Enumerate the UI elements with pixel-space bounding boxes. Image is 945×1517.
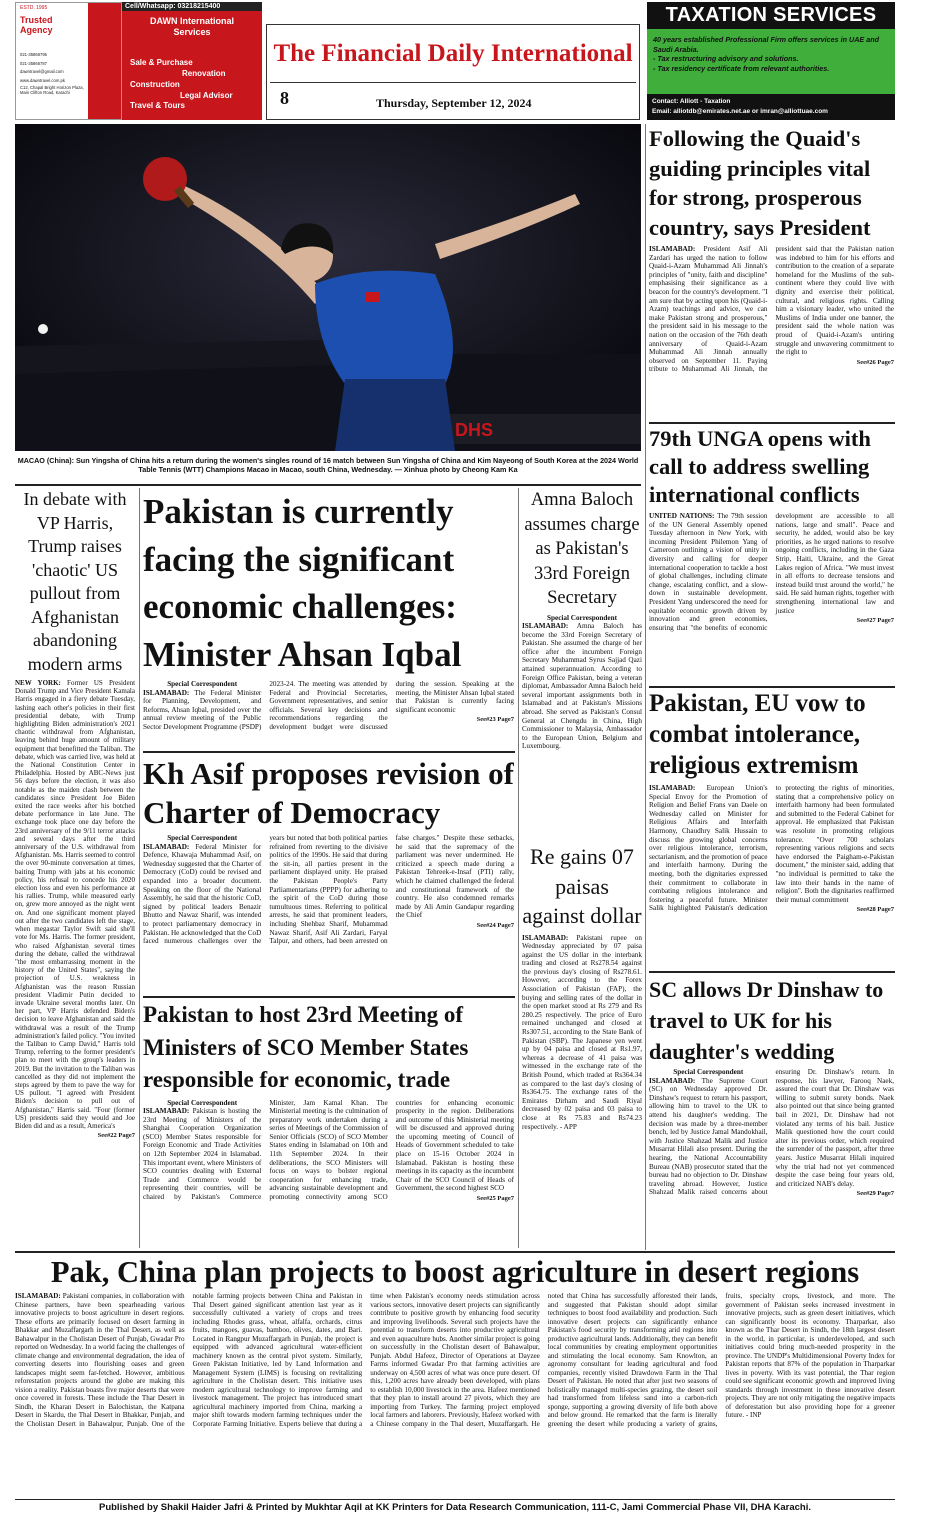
dateline: ISLAMABAD: bbox=[522, 622, 569, 631]
agency-contact: 021-35866795 bbox=[20, 52, 48, 57]
ad-service: Legal Advisor bbox=[180, 91, 233, 100]
ad-company: DAWN International Services bbox=[149, 16, 234, 37]
agency-contact: www.dawntravel.com.pk bbox=[20, 77, 65, 83]
article-text: Amna Baloch has become the 33rd Foreign Secretary of Pakistan. She assumed the charge of her office after the incumbent Foreign Secretary Muhammad Syrus Sajjad Qazi attained superannuation. According to Foreign Office Pakistan, being a veteran diplomat, Ambassador Amna Baloch held several important assignments both in Islamabad and at Pakistan's Missions abroad. She served as Pakistan's Consul General at Chengdu in China, High Commissioner to Malaysia, Ambassador to the European Union, Belgium and Luxembourg. bbox=[522, 622, 642, 751]
ad-service: Construction bbox=[130, 80, 180, 89]
byline: Special Correspondent bbox=[673, 1068, 744, 1076]
sco-headline: Pakistan to host 23rd Meeting of Ministers of SCO Member States responsible for economic, trade bbox=[143, 1002, 469, 1092]
continued-link[interactable]: See#28 Page7 bbox=[856, 906, 894, 914]
agri-headline: Pak, China plan projects to boost agriculture in desert regions bbox=[50, 1255, 860, 1289]
byline: Special Correspondent bbox=[167, 680, 238, 688]
iqbal-body bbox=[143, 680, 514, 732]
newspaper-title: The Financial Daily International bbox=[273, 40, 633, 67]
dateline: NEW YORK: bbox=[15, 679, 61, 687]
continued-link[interactable]: See#24 Page7 bbox=[476, 921, 514, 929]
iqbal-story bbox=[143, 488, 514, 750]
trump-story bbox=[15, 488, 135, 1248]
continued-link[interactable]: See#29 Page7 bbox=[856, 1190, 894, 1198]
dateline: ISLAMABAD: bbox=[522, 933, 569, 942]
table-tennis-player-photo bbox=[15, 124, 641, 451]
rupee-body bbox=[522, 934, 642, 1132]
agency-contact-list bbox=[20, 51, 86, 95]
continued-link[interactable]: See#22 Page7 bbox=[97, 1132, 135, 1140]
agency-red-band bbox=[88, 3, 122, 120]
taxation-ad bbox=[647, 2, 895, 120]
divider bbox=[15, 484, 641, 486]
article-text: European Union's Special Envoy for the Promotion of Religion and Belief Frans van Daele on Wednesday called on Minister for Religious Affairs and Interfaith Harmony, Chaudhry Salik Hussain to discuss the growing global concerns over religious intolerance, terrorism, sectarianism, and the promotion of peace and interfaith harmony. During the meeting, both the dignitaries expressed their commitment to collaborate in combating religious intolerance and fostering a peaceful future. Minister Salik highlighted Pakistan's dedication to protecting the rights of minorities, stating that a comprehensive policy on interfaith harmony had been formulated and submitted to the Federal Cabinet for approval. He emphasized that Pakistan was resolute in promoting religious tolerance. "Over 700 scholars representing various religions and sects have endorsed the Paigham-e-Pakistan document," the minister said, adding that "no individual is permitted to take the law into their hands in the name of religion". Both the dignitaries reaffirmed their mutual commitment bbox=[649, 784, 894, 913]
agency-est: ESTD. 1995 bbox=[20, 5, 48, 11]
article-text: The Supreme Court (SC) on Wednesday approved Dr. Dinshaw's request to return his passport, allowing him to travel to the UK to attend his daughter's wedding. The decision was made by a three-member bench, led by Justice Jamal Mandokhail, with Justice Shahzad Malik and Justice Musarrat Hilali also present. During the hearing, the National Accountability Bureau (NAB) prosecutor stated that the bureau had no objection to Dr. Dinshaw traveling abroad. However, Justice Shahzad Malik raised concerns about ensuring Dr. Dinshaw's return. In response, his lawyer, Farooq Naek, assured the court that Dr. Dinshaw was willing to submit surety bonds. Naek also pointed out that since being granted bail in 2021, Dr. Dinshaw had not violated any terms of his bail. Justice Malik questioned how the court could alter its previous order, which required the surrender of the passport, after three years. Justice Musarrat Hilali inquired why the trial had not yet commenced despite the case being four years old, and criticized NAB's delay. bbox=[649, 1068, 894, 1197]
footer-imprint: Published by Shakil Haider Jafri & Printed by Mukhtar Aqil at KK Printers for Data Research Communication, 111-C, Jami Commercial Phase VII, DHA Karachi. bbox=[98, 1502, 811, 1513]
ad-service: Renovation bbox=[182, 69, 226, 78]
continued-link[interactable]: See#25 Page7 bbox=[476, 1195, 514, 1203]
tax-email: Email: alliotdb@emirates.net.ae or imran@alliottuae.com bbox=[652, 108, 828, 115]
article-text: Former US President Donald Trump and Vice President Kamala Harris engaged in a fiery debate Tuesday, lashing each other's policies in their first presidential debate, with Trump highlighting Biden administration's 2021 chaotic withdrawal from Afghanistan, leaving behind huge amount of military equipment that benefitted the Taliban. The debate, which was carried live, was held at the National Constitution Center in Philadelphia. Hosted by ABC-News just 56 days before the election, it was also notable as the maiden clash between the candidates since President Joe Biden exited the race weeks after his botched debate performance in late June. The exchange took place one day before the 23rd anniversary of the 9/11 terror attacks and several days after the third anniversary of the U.S. withdrawal from Afghanistan. Ms. Harris seemed to control the over 90-minute conversation at times, baiting Trump with jabs at his economic policy, his refusal to concede his 2020 election loss and even his performance at his rallies. Trump, while measured early on, grew more annoyed as the night went on. And one significant moment played out after the two candidates left the stage, when megastar Taylor Swift said she'll vote for Ms. Harris. The former president, who raised Afghanistan several times during the debate, called the withdrawal "the most embarrassing moment in the history of the United States", saying the projection of U.S. weakness in Afghanistan was the reason Russian president Vladimir Putin decided to invade Ukraine several months later. On her part, VP Harris defended Biden's decision to leave Afghanistan and said the withdrawal was a result of the Trump administration's failed policy. "You invited the Taliban to Camp David," Harris told Trump, referring to the former president's plan to meet with the group's leaders in 2019. But the invitation to the Taliban was cancelled as they did not implement the steps agreed by them to pave the way for US pullout. "I agreed with President Biden's decision to pull out of Afghanistan," Harris said. "Four (former US) presidents said they would and Joe Biden did and as a result, America's bbox=[15, 679, 135, 1130]
trump-body bbox=[15, 679, 135, 1140]
article-text: Pakistani companies, in collaboration with Chinese partners, have been spearheading various innovative projects to boost agriculture in desert regions. These efforts are primarily focused on desert farming in Bhakkar and Muzaffargarh in the Thal Desert, as well as Bahawalpur in the Cholistan Desert of Punjab, Gwadar Pro reported on Wednesday. In a world facing the challenges of climate change and environmental degradation, the idea of converting deserts into flourishing oases and green landscapes might seem far-fetched. However, ambitious reforestation projects around the globe are making this vision a reality. Pakistan boasts five major deserts that were once covered in forests. These include the Thar Desert in Sindh, the Kharan Desert in Balochistan, the Katpana Desert in Skardu, the Thal Desert in Bhakkar, Punjab, and the Cholistan Desert in Bahawalpur, Punjab. One of the notable farming projects between China and Pakistan in Thal Desert gained significant attention last year as it successfully cultivated a variety of crops and trees including Rhodes grass, wheat, alfalfa, orchards, citrus fruits, mangoes, guavas, bamboo, olives, dates, and Bari. Located in Rangpur Muzaffargarh in Punjab, the project is equipped with advanced agricultural water-efficient machinery known as the central pivot system. Similarly, Green Pakistan Initiative, led by Land Information and Management System (LIMS) is focusing on revitalizing agriculture in the Cholistan desert. This initiative uses modern agricultural technology to improve farming and livestock management. The project has introduced smart agricultural machinery imported from China, marking a major shift towards modern farming techniques under the Corporate Farming Initiative. Experts believe that during a time when Pakistan's economy needs stimulation across various sectors, innovative desert projects can significantly contribute to positive growth by enhancing food security and improving livelihoods. Several such projects have the potential to transform deserts into productive agricultural and even aquaculture hubs. Another similar project is going on successfully in the Cholistan desert of Bahawalpur, Punjab. Abdul Hafeez, Director of Operations at Dayzee Farms informed Gwadar Pro that farming activities are underway on 4,500 acres of what was once pure desert. Of this, 1,200 acres have already been developed, with plans to establish 10,000 livestock in the area. Hafeez mentioned that they plan to install around 27 pivots, which they are importing from Turkey. The farming project employed local farmers and laborers. Previously, Hafeez worked with a Chinese company in the Thal desert, Muzaffargarh. He noted that China has successfully afforested their lands, and suggested that Pakistan should adopt similar techniques to boost food availability and production. Such innovative desert projects can significantly enhance Pakistan's food security by transforming arid regions into productive agricultural lands. Additionally, they can benefit local communities by creating employment opportunities and stimulating the local economy. Sam Knowlton, an agronomy consultant for leading agricultural and food companies, recently visited Drawdown Farm in the Thal Desert of Pakistan. He noted that after just two seasons of holistically managed multi-species grazing, the desert soil had transformed from lifeless sand into a carbon-rich sponge, supporting a growing diversity of life both above and below ground. He remarked that the farm is literally greening the desert while producing a variety of grains, fruits, specialty crops, livestock, and more. The government of Pakistan seeks increased investment in innovative projects, such as green desert initiatives, which can significantly boost its economy. Tharparkar, also known as the Thar Desert in Sindh, the 18th largest desert in the world, in particular, is underdeveloped, and such initiatives could bring much-needed prosperity in the province. The UNDP's Multidimensional Poverty Index for Pakistan reports that 87% of the population in Tharparkar lives in poverty. With its vast potential, the Thar region could see significant economic growth and improved living standards through investment in these innovative desert projects. They are not only mitigating the negative impacts of deforestation but also providing hope for a greener future. - INP bbox=[15, 1292, 895, 1428]
continued-link[interactable]: See#23 Page7 bbox=[476, 716, 514, 724]
eu-body bbox=[649, 784, 894, 915]
column-rule bbox=[139, 488, 140, 1248]
article-text: Pakistan is hosting the 23rd Meeting of Ministers of the Shanghai Cooperation Organization (SCO) Member States responsible for Foreign Economic and Trade Activities on 12th September 2024 in Islamabad. This important event, where Ministers of SCO countries dealing with External Trade and Commerce would be representing their countries, will be chaired by Pakistan's Commerce Minister, Jam Kamal Khan. The Ministerial meeting is the culmination of preparatory work undertaken during a series of Meetings of the Commission of Senior Officials (SCO) of SCO Member States ending in Islamabad on 10th and 11th September 2024. In their deliberations, the SCO Ministers will focus on ways to bolster regional cooperation for enhancing trade, advancing sustainable development and promoting connectivity among SCO countries for enhancing economic prosperity in the region. Deliberations and outcome of this Ministerial meeting will be discussed and approved during the upcoming meeting of Council of Heads of Government scheduled to take place on 15-16 October 2024 in Islamabad. Pakistan is hosting these meetings in its capacity as the incumbent Chair of the SCO Council of Heads of Government, the second highest SCO bbox=[143, 1098, 514, 1202]
agency-contact: 021-35866787 bbox=[20, 60, 48, 66]
byline: Special Correspondent bbox=[547, 613, 617, 622]
byline: Special Correspondent bbox=[167, 834, 238, 842]
unga-headline: 79th UNGA opens with call to address swelling international conflicts bbox=[649, 426, 871, 507]
page-number: 8 bbox=[280, 88, 289, 108]
rupee-headline: Re gains 07 paisas against dollar bbox=[522, 844, 642, 928]
eu-headline: Pakistan, EU vow to combat intolerance, religious extremism bbox=[649, 690, 866, 779]
agri-story bbox=[15, 1254, 895, 1498]
dinshaw-body bbox=[649, 1068, 894, 1199]
agency-contact: dawntravel@gmail.com bbox=[20, 69, 64, 74]
dawn-services-ad bbox=[122, 2, 262, 120]
agency-name: Trusted Agency bbox=[20, 15, 53, 35]
ad-phone: Cell/Whatsapp: 03218215400 bbox=[122, 2, 262, 11]
quaid-body bbox=[649, 245, 894, 374]
divider bbox=[649, 971, 895, 973]
photo-illustration-icon bbox=[15, 124, 641, 451]
sco-story bbox=[143, 999, 514, 1250]
continued-link[interactable]: See#26 Page7 bbox=[856, 358, 894, 366]
byline: Special Correspondent bbox=[167, 1098, 238, 1107]
agency-contact: C12, Chapal Bright Horizon Plaza, Main Clifton Road, Karachi bbox=[20, 85, 84, 95]
tax-contact-box bbox=[647, 94, 895, 120]
asif-body bbox=[143, 834, 514, 946]
tax-bullets bbox=[647, 29, 895, 73]
baloch-story bbox=[522, 488, 642, 842]
dateline: ISLAMABAD: bbox=[649, 784, 696, 792]
dateline: ISLAMABAD: bbox=[649, 245, 696, 253]
unga-body bbox=[649, 512, 894, 632]
column-rule bbox=[645, 124, 646, 1250]
trump-headline: In debate with VP Harris, Trump raises 'chaotic' US pullout from Afghanistan abandoning modern arms bbox=[23, 489, 127, 674]
article-text: The Federal Minister for Planning, Development, and Reforms, Ahsan Iqbal, presided over the annual review meeting of the Public Sector Development Programme (PSDP) 2023-24. The meeting was attended by Federal and Provincial Secretaries, Government representatives, and senior officials. Several key decisions and recommendations regarding the development budget were discussed during the session. Speaking at the meeting, the Minister Ahsan Iqbal stated that Pakistan is currently facing significant economic bbox=[143, 680, 514, 731]
svg-text:DHS: DHS bbox=[455, 420, 494, 440]
rupee-story bbox=[522, 842, 642, 1250]
dateline: ISLAMABAD: bbox=[143, 1107, 190, 1116]
sco-body bbox=[143, 1099, 514, 1204]
dateline: UNITED NATIONS: bbox=[649, 512, 715, 520]
column-rule bbox=[518, 488, 519, 1248]
article-text: Pakistani rupee on Wednesday appreciated by 07 paisa against the US dollar in the interbank trading and closed at Rs278.54 against the previous day's closing of Rs278.61. However, according to the Forex Association of Pakistan (FAP), the buying and selling rates of the dollar in the open market stood at Rs 279 and Rs 280.25 respectively. The price of Euro remained unchanged and closed at Rs307.51, according to the State Bank of Pakistan (SBP). The Japanese yen went up by 04 paisa and closed at Rs1.97, whereas a decrease of 41 paisa was witnessed in the exchange rate of the British Pound, which traded at Rs364.34 as compared to the last day's closing of Rs364.75. The exchange rates of the Emirates Dirham and Saudi Riyal decreased by 02 paisa and 03 paisa to close at Rs 75.83 and Rs74.23 respectively. - APP bbox=[522, 933, 642, 1131]
tax-line: 40 years established Professional Firm offers services in UAE and Saudi Arabia. bbox=[653, 35, 879, 54]
dinshaw-headline: SC allows Dr Dinshaw to travel to UK for his daughter's wedding bbox=[649, 977, 884, 1064]
article-text: President Asif Ali Zardari has urged the nation to follow Quaid-i-Azam Muhammad Ali Jinnah's principles of "unity, faith and discipline" emphasising their significance as a beacon for the country's development. "I am sure that by acting upon his (Quaid-i-Azam) teachings and advice, we can make Pakistan strong and prosperous," the president said in his message to the nation on the occasion of the 76th death anniversary of Quaid-i-Azam Muhammad Ali Jinnah annually observed on September 11. Paying tribute to Muhammad Ali Jinnah, the president said that the Pakistan nation was indebted to him for his efforts and contribution to the creation of a separate homeland for the Muslims of the sub-continent where they could live with dignity and exercise their political, cultural, and religious rights. Calling him a visionary leader, who united the Muslims of India under one banner, the president said the whole nation was proud of Quaid-i-Azam's untiring struggle and unwavering commitment to the right to bbox=[649, 245, 894, 374]
quaid-story bbox=[649, 124, 894, 419]
tax-contact: Contact: Alliott - Taxation bbox=[652, 98, 731, 105]
eu-story bbox=[649, 688, 894, 970]
dateline: ISLAMABAD: bbox=[15, 1292, 61, 1300]
baloch-headline: Amna Baloch assumes charge as Pakistan's 33rd Foreign Secretary bbox=[524, 490, 640, 608]
divider bbox=[143, 751, 515, 753]
divider bbox=[15, 1251, 895, 1253]
asif-headline: Kh Asif proposes revision of Charter of Democracy bbox=[143, 756, 514, 830]
baloch-body bbox=[522, 614, 642, 752]
dateline: ISLAMABAD: bbox=[143, 688, 190, 697]
dateline: ISLAMABAD: bbox=[143, 842, 190, 851]
agri-body bbox=[15, 1292, 895, 1428]
trusted-agency-ad bbox=[15, 2, 122, 120]
ad-service: Sale & Purchase bbox=[130, 58, 193, 67]
divider bbox=[143, 996, 515, 998]
masthead-center bbox=[266, 2, 640, 120]
quaid-headline: Following the Quaid's guiding principles vital for strong, prosperous country, says President bbox=[649, 126, 871, 240]
iqbal-headline: Pakistan is currently facing the significant economic challenges: Minister Ahsan Iqbal bbox=[143, 492, 462, 674]
divider bbox=[649, 422, 895, 424]
ad-service: Travel & Tours bbox=[130, 101, 185, 110]
dinshaw-story bbox=[649, 974, 894, 1250]
unga-story bbox=[649, 425, 894, 687]
dateline: ISLAMABAD: bbox=[649, 1076, 696, 1085]
tax-line: - Tax restructuring advisory and solutions. bbox=[653, 54, 799, 63]
divider bbox=[15, 1499, 895, 1500]
asif-story bbox=[143, 754, 514, 994]
photo-caption: MACAO (China): Sun Yingsha of China hits a return during the women's singles round of 16 match between Sun Yingsha of China and Kim Nayeong of South Korea at the 2024 World Table Tennis (WTT) Champions Macao in Macao, south China, Wednesday. — Xinhua photo by Cheong Kam Ka bbox=[17, 456, 639, 474]
article-text: Federal Minister for Defence, Khawaja Muhammad Asif, on Wednesday suggested that the Charter of Democracy (CoD) could be revised and expanded into a broader document. Speaking on the floor of the National Assembly, he said that the historic CoD, signed by political leaders Benazir Bhutto and Nawaz Sharif, was intended to protect parliamentary democracy in Pakistan. He acknowledged that the CoD faced numerous challenges over the years but noted that both political parties refrained from reverting to the divisive politics of the 1990s. He said that during the sit-in, all parties present in the parliament displayed unity. He praised the Pakistan People's Party Parliamentarians (PPPP) for adhering to the spirit of the CoD during those tumultuous times. Referring to political arrests, he said that prominent leaders, including Shehbaz Sharif, Muhammad Nawaz Sharif, Asif Ali Zardari, Faryal Talpur, and others, had been arrested on false charges." Despite these setbacks, he said that the supremacy of the parliament was never undermined. He criticized a speech made during a Pakistan Tehreek-e-Insaf (PTI) rally, which he claimed challenged the federal and constitutional framework of the country. He also condemned remarks made by Ali Amin Gandapur regarding the Chief bbox=[143, 834, 514, 946]
masthead-divider bbox=[270, 82, 636, 83]
issue-date: Thursday, September 12, 2024 bbox=[376, 96, 532, 110]
tax-line: - Tax residency certificate from relevant authorities. bbox=[653, 63, 830, 73]
tax-title: TAXATION SERVICES bbox=[647, 2, 895, 29]
continued-link[interactable]: See#27 Page7 bbox=[856, 617, 894, 625]
article-text: The 79th session of the UN General Assembly opened Tuesday afternoon in New York, with incoming President Philemon Yang of Cameroon outlining a vision of unity in diversity and calling for deeper international cooperation to tackle a host of global challenges, including climate change, escalating conflict, and a slow-down in sustainable development. President Yang underscored the need for equitable economic growth driven by innovation and green economies, ensuring that "the benefits of economic development are accessible to all nations, large and small". Peace and security, he added, would also be key priorities, as he urged nations to resolve ongoing conflicts, including in the Gaza Strip, Haiti, Ukraine, and the Great Lakes region of Africa. "We must invest in all efforts to decrease tensions and instead build trust around the world," he said. He said human rights, together with strengthening international law and justice bbox=[649, 512, 894, 632]
